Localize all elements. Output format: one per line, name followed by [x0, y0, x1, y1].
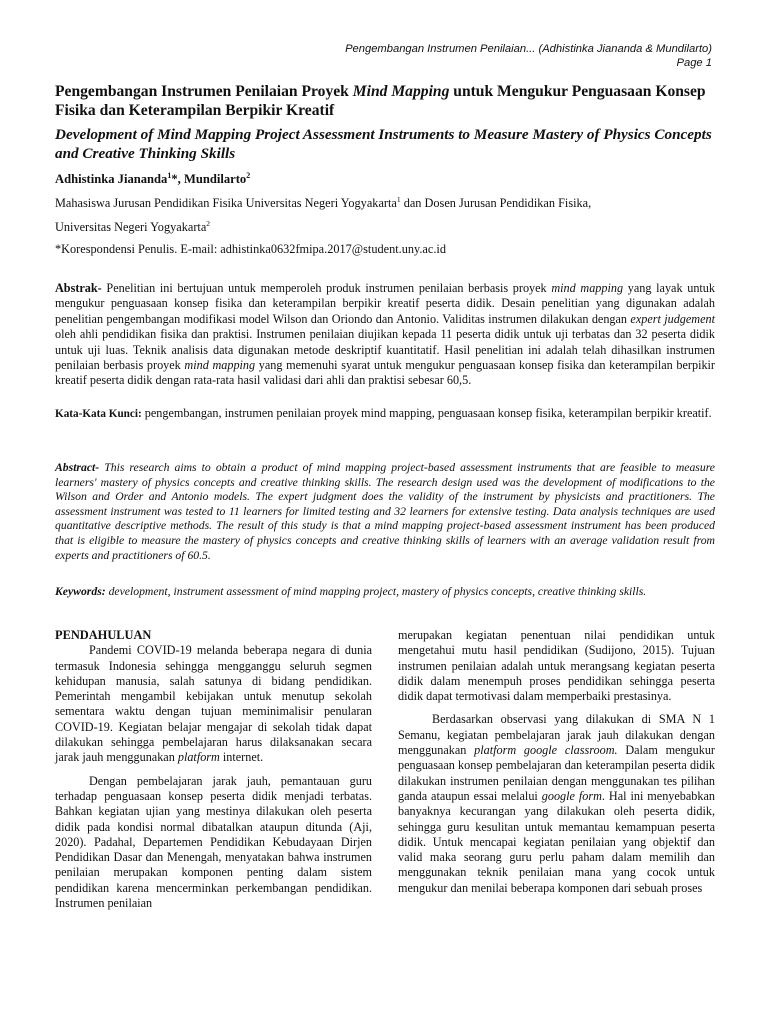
keywords-text: development, instrument assessment of mind mapping project, mastery of physics concepts, creative thinking skills. — [105, 585, 647, 598]
keywords-label: Keywords: — [55, 585, 106, 598]
body-paragraph-1 — [55, 643, 372, 765]
title-english: Development of Mind Mapping Project Assessment Instruments to Measure Mastery of Physics Concepts and Creative Thinking Skills — [55, 126, 712, 162]
title-id-italic: Mind Mapping — [352, 83, 450, 100]
p1-italic: platform — [177, 750, 220, 765]
correspondence: *Korespondensi Penulis. E-mail: adhistinka0632fmipa.2017@student.uny.ac.id — [55, 242, 446, 256]
author-1: Adhistinka Jiananda — [55, 172, 168, 186]
abstrak-italic-2: expert judgement — [630, 311, 716, 326]
affiliation-2-text: Universitas Negeri Yogyakarta — [55, 220, 207, 234]
p1-text-a: Pandemi COVID-19 melanda beberapa negara di dunia termasuk Indonesia sehingga mengganggu seluruh segmen kehidupan manusia, salah satunya di bidang pendidikan. Pemerintah mengambil kebijakan untuk menutup sekolah sementara waktu dengan tujuan meminimalisir penularan COVID-19. Kegiatan belajar mengajar di sekolah tidak dapat dilakukan sehingga pembelajaran harus dilaksanakan secara jarak jauh menggunakan — [55, 643, 372, 765]
author-2-sup: 2 — [246, 170, 251, 180]
abstrak-text-2: yang layak untuk mengukur penguasaan konsep fisika dan keterampilan berpikir kreatif peserta didik. Desain penelitian yang digunakan adalah penelitian pengembangan modifikasi model Wilson dan Oriondo dan Antonio. Validitas instrumen dilakukan dengan — [55, 281, 715, 326]
abstract-english — [55, 461, 715, 563]
author-star: *, — [171, 172, 184, 186]
affiliation-2-sup: 2 — [206, 218, 211, 228]
body-column-right — [398, 628, 715, 896]
affiliation-line-1 — [55, 196, 591, 211]
p4-italic-1: platform google classroom. — [474, 743, 618, 758]
author-1-sup: 1 — [167, 170, 172, 180]
title-id-part1: Pengembangan Instrumen Penilaian Proyek — [55, 83, 353, 100]
abstrak-italic-3: mind mapping — [184, 358, 256, 373]
p1-text-b: internet. — [219, 750, 264, 765]
keywords-indonesian — [55, 405, 715, 423]
body-paragraph-3: merupakan kegiatan penentuan nilai pendidikan untuk mengetahui mutu hasil pendidikan (Sudijono, 2015). Tujuan instrumen penilaian adalah untuk merangsang kegiatan peserta didik dalam menempuh proses pendidikan sehingga peserta didik dapat termotivasi dalam memperbaiki prestasinya. — [398, 628, 715, 704]
abstract-label: Abstract- — [55, 461, 100, 474]
body-paragraph-4 — [398, 712, 715, 896]
kata-kunci-text: pengembangan, instrumen penilaian proyek mind mapping, penguasaan konsep fisika, keterampilan berpikir kreatif. — [141, 406, 712, 420]
affiliation-1-sup: 1 — [396, 194, 401, 204]
body-paragraph-2: Dengan pembelajaran jarak jauh, pemantauan guru terhadap penguasaan konsep peserta didik menjadi terbatas. Bahkan kegiatan ujian yang mestinya dilakukan oleh peserta didik pada kondisi normal dibatalkan ataupun ditunda (Aji, 2020). Padahal, Departemen Pendidikan Kebudayaan Dirjen Pendidikan Dasar dan Menengah, menyatakan bahwa instrumen penilaian merupakan komponen penting dalam sistem pendidikan karena mencerminkan perkembangan pendidikan. Instrumen penilaian — [55, 773, 372, 911]
abstract-indonesian — [55, 281, 715, 389]
abstrak-text-1: Penelitian ini bertujuan untuk memperoleh produk instrumen penilaian berbasis proyek — [101, 281, 552, 295]
affiliation-1-a: Mahasiswa Jurusan Pendidikan Fisika Universitas Negeri Yogyakarta — [55, 196, 397, 210]
p4-italic-2: google form — [541, 788, 602, 803]
abstrak-text-4: yang memenuhi syarat untuk mengukur penguasaan konsep fisika dan keterampilan berpikir kreatif peserta didik dengan rata-rata hasil validasi dari ahli dan praktisi sebesar 60,5. — [55, 358, 715, 388]
abstrak-text-3: oleh ahli pendidikan fisika dan praktisi. Instrumen penilaian diujikan kepada 11 peserta didik untuk uji terbatas dan 32 peserta didik untuk uji luas. Teknik analisis data digunakan metode deskriptif kuantitatif. Hasil penelitian ini adalah telah dihasilkan instrumen penilaian berbasis proyek — [55, 327, 715, 373]
running-header — [345, 42, 712, 70]
affiliation-1-b: dan Dosen Jurusan Pendidikan Fisika, — [400, 196, 592, 210]
body-column-left — [55, 628, 372, 911]
kata-kunci-label: Kata-Kata Kunci: — [55, 408, 142, 420]
p4-text-c: . Hal ini menyebabkan banyaknya kecurangan yang dilakukan oleh peserta didik, sehingga guru kesulitan untuk memantau kemampuan peserta didik. Untuk mencapai kegiatan penilaian yang objektif dan valid maka seorang guru perlu paham dalam memilih dan menggunakan teknik penilaian mana yang cocok untuk mengukur dan menilai beberapa komponen dari sebuah proses — [398, 788, 715, 895]
author-line — [55, 172, 250, 187]
abstrak-label: Abstrak- — [55, 281, 102, 295]
title-id-part2: untuk Mengukur Penguasaan Konsep Fisika dan Keterampilan Berpikir Kreatif — [55, 83, 706, 119]
keywords-english — [55, 585, 715, 600]
page-number: Page 1 — [676, 57, 712, 69]
section-heading-pendahuluan: PENDAHULUAN — [55, 628, 152, 642]
abstract-text: This research aims to obtain a product of mind mapping project-based assessment instruments that are feasible to measure learners' mastery of physics concepts and creative thinking skills. The research design used was the development of modifications to the Wilson and Order and Antonio models. The expert judgment does the validity of the instrument by physicists and practitioners. The assessment instrument was tested to 11 learners for limited testing and 32 learners for extensive testing. Data analysis techniques are used quantitative descriptive methods. The result of this study is that a mind mapping project-based assessment instrument has been produced that is eligible to measure the mastery of physics concepts and creative thinking skills of learners with an average validation result from experts and practitioners of 60.5. — [55, 461, 715, 562]
p4-text-a: Berdasarkan observasi yang dilakukan di SMA N 1 Semanu, kegiatan pembelajaran jarak jauh dilakukan dengan menggunakan — [398, 712, 715, 758]
affiliation-line-2 — [55, 220, 210, 235]
author-2: Mundilarto — [183, 172, 247, 186]
abstrak-italic-1: mind mapping — [551, 281, 624, 295]
running-title: Pengembangan Instrumen Penilaian... (Adhistinka Jiananda & Mundilarto) — [345, 43, 712, 55]
title-indonesian — [55, 82, 715, 120]
p4-text-b: Dalam mengukur penguasaan konsep pembelajaran dan keterampilan peserta didik dilakukan instrumen penilaian dengan menggunakan tes pilihan ganda ataupun essai melalui — [398, 743, 715, 803]
